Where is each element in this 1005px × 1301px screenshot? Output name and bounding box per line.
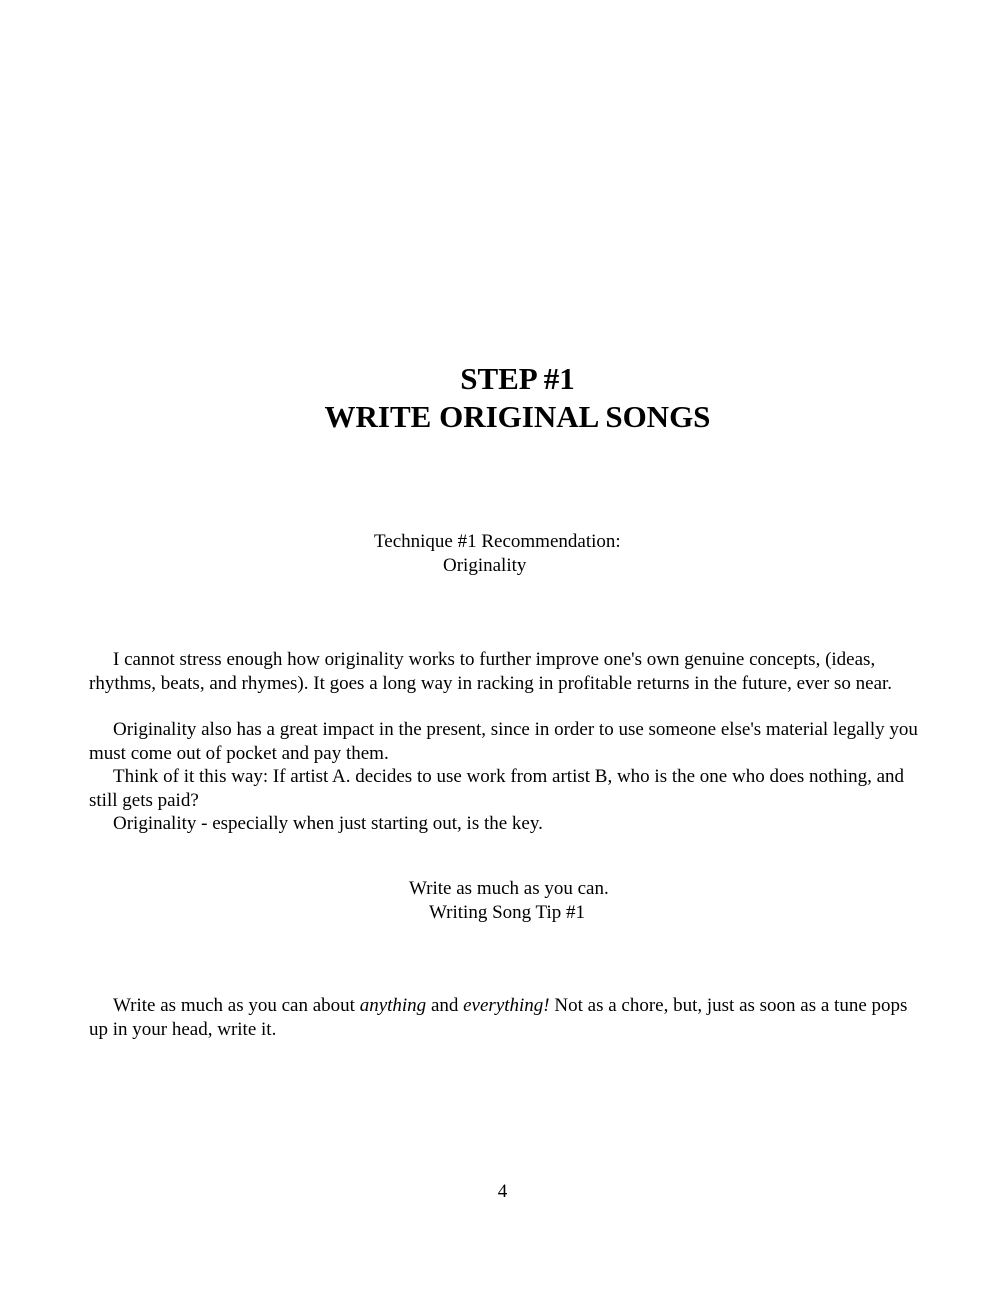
body-paragraph-2: Originality also has a great impact in the present, since in order to use someone else's material legally you must come out of pocket and pay them. — [89, 719, 918, 764]
paragraph-text: and — [426, 995, 464, 1016]
emphasis-anything: anything — [359, 995, 427, 1016]
emphasis-everything: everything! — [463, 995, 550, 1016]
page-number: 4 — [497, 1181, 508, 1202]
step-heading: STEP #1 — [460, 361, 575, 396]
tip-label: Writing Song Tip #1 — [429, 902, 586, 923]
body-paragraph-5 — [89, 994, 919, 1041]
tip-heading: Write as much as you can. — [409, 878, 609, 899]
technique-name: Originality — [443, 555, 527, 576]
paragraph-text: Not as a chore, but, just as soon as a tune pops up in your head, write it. — [89, 995, 908, 1040]
body-paragraph-1: I cannot stress enough how originality works to further improve one's own genuine concepts, (ideas, rhythms, beats, and rhymes). It goes a long way in racking in profitable returns in the future, ever so near. — [89, 649, 893, 694]
body-paragraph-4: Originality - especially when just starting out, is the key. — [113, 813, 543, 834]
paragraph-text: Write as much as you can about — [113, 995, 360, 1016]
body-paragraph-3: Think of it this way: If artist A. decides to use work from artist B, who is the one who does nothing, and still gets paid? — [89, 766, 905, 811]
chapter-title: WRITE ORIGINAL SONGS — [324, 399, 711, 434]
technique-label: Technique #1 Recommendation: — [374, 531, 621, 552]
